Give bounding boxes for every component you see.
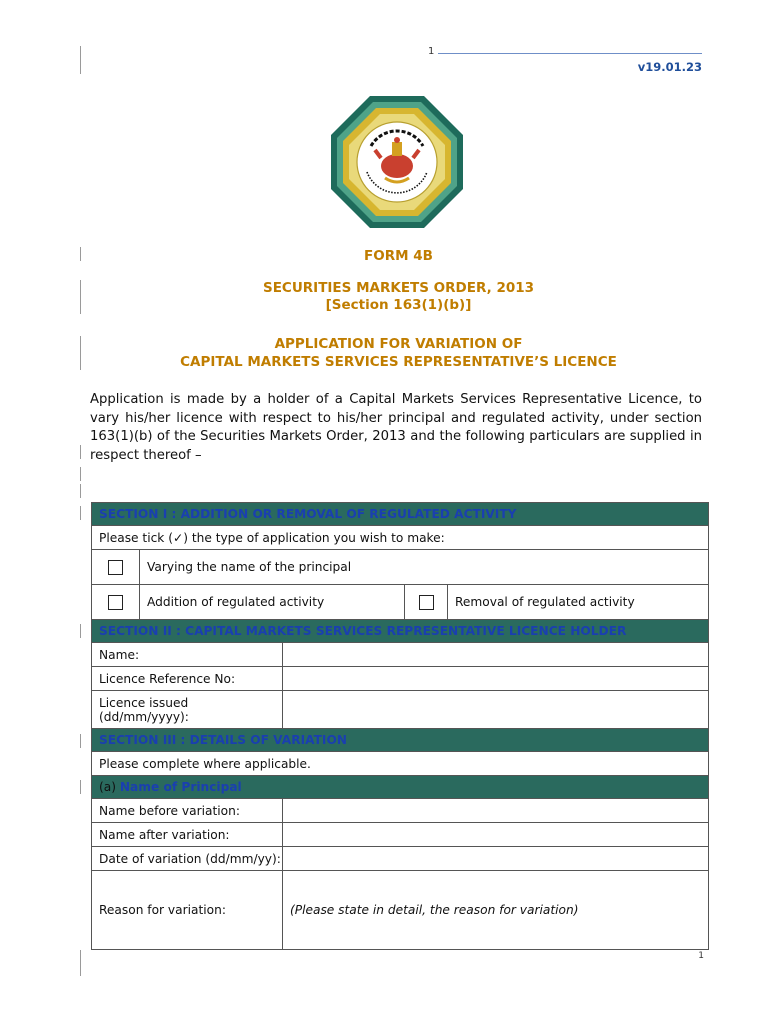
section3-header-row <box>92 729 709 752</box>
change-bar <box>80 467 81 481</box>
header-page-number: 1 <box>428 46 435 57</box>
subsection-a-prefix: (a) <box>99 780 116 794</box>
change-bar <box>80 506 81 520</box>
application-title-line2: CAPITAL MARKETS SERVICES REPRESENTATIVE’S LICENCE <box>180 354 617 370</box>
licence-issued-label <box>92 691 283 729</box>
name-before-input[interactable] <box>283 799 709 823</box>
add-activity-label: Addition of regulated activity <box>140 585 405 620</box>
change-bar <box>80 780 81 794</box>
option-activity-row <box>92 585 709 620</box>
date-variation-input[interactable] <box>283 847 709 871</box>
section-reference: [Section 163(1)(b)] <box>325 297 472 313</box>
change-bar <box>80 280 81 314</box>
section3-heading: SECTION III : DETAILS OF VARIATION <box>92 729 709 752</box>
reason-row <box>92 871 709 950</box>
header-rule <box>438 53 702 54</box>
name-after-input[interactable] <box>283 823 709 847</box>
licence-issued-label-line1: Licence issued <box>99 695 189 710</box>
name-after-row <box>92 823 709 847</box>
date-variation-row <box>92 847 709 871</box>
central-bank-logo <box>331 96 463 228</box>
name-row <box>92 643 709 667</box>
licence-ref-row <box>92 667 709 691</box>
tick-instruction: Please tick (✓) the type of application you wish to make: <box>92 526 709 550</box>
subsection-a-row <box>92 776 709 799</box>
licence-ref-label: Licence Reference No: <box>92 667 283 691</box>
date-variation-label: Date of variation (dd/mm/yy): <box>92 847 283 871</box>
name-after-label: Name after variation: <box>92 823 283 847</box>
licence-issued-row <box>92 691 709 729</box>
change-bar <box>80 624 81 638</box>
version-label: v19.01.23 <box>637 60 702 74</box>
footer-page-number: 1 <box>698 951 704 961</box>
complete-instruction: Please complete where applicable. <box>92 752 709 776</box>
intro-paragraph: Application is made by a holder of a Capital Markets Services Representative Licence, to vary his/her licence with respect to his/her principal and regulated activity, under section 163(1)(b) of the Securities Markets Order, 2013 and the following particulars are supplied in respect thereof – <box>90 392 702 463</box>
name-before-row <box>92 799 709 823</box>
add-activity-checkbox-cell[interactable] <box>92 585 140 620</box>
remove-activity-checkbox[interactable] <box>419 595 434 610</box>
name-label: Name: <box>92 643 283 667</box>
change-bar <box>80 336 81 370</box>
change-bar <box>80 46 81 74</box>
subsection-a-heading <box>92 776 709 799</box>
section2-header-row <box>92 620 709 643</box>
application-title-line1: APPLICATION FOR VARIATION OF <box>274 336 523 352</box>
name-input[interactable] <box>283 643 709 667</box>
licence-ref-input[interactable] <box>283 667 709 691</box>
change-bar <box>80 484 81 498</box>
form-title: FORM 4B <box>364 248 433 264</box>
option-vary-row <box>92 550 709 585</box>
change-bar <box>80 734 81 748</box>
reason-input[interactable]: (Please state in detail, the reason for variation) <box>283 871 709 950</box>
remove-activity-checkbox-cell[interactable] <box>405 585 448 620</box>
complete-instruction-row <box>92 752 709 776</box>
reason-label: Reason for variation: <box>92 871 283 950</box>
licence-issued-input[interactable] <box>283 691 709 729</box>
application-form-table <box>91 502 709 950</box>
remove-activity-label: Removal of regulated activity <box>448 585 709 620</box>
name-before-label: Name before variation: <box>92 799 283 823</box>
licence-issued-label-line2: (dd/mm/yyyy): <box>99 709 189 724</box>
section1-heading: SECTION I : ADDITION OR REMOVAL OF REGULATED ACTIVITY <box>92 503 709 526</box>
order-title: SECURITIES MARKETS ORDER, 2013 <box>262 280 535 296</box>
vary-principal-checkbox[interactable] <box>108 560 123 575</box>
section1-header-row <box>92 503 709 526</box>
change-bar <box>80 950 81 976</box>
tick-instruction-row <box>92 526 709 550</box>
change-bar <box>80 445 81 459</box>
subsection-a-title: Name of Principal <box>119 780 242 794</box>
section2-heading: SECTION II : CAPITAL MARKETS SERVICES REPRESENTATIVE LICENCE HOLDER <box>92 620 709 643</box>
change-bar <box>80 247 81 261</box>
add-activity-checkbox[interactable] <box>108 595 123 610</box>
vary-principal-label: Varying the name of the principal <box>140 550 709 585</box>
vary-principal-checkbox-cell[interactable] <box>92 550 140 585</box>
